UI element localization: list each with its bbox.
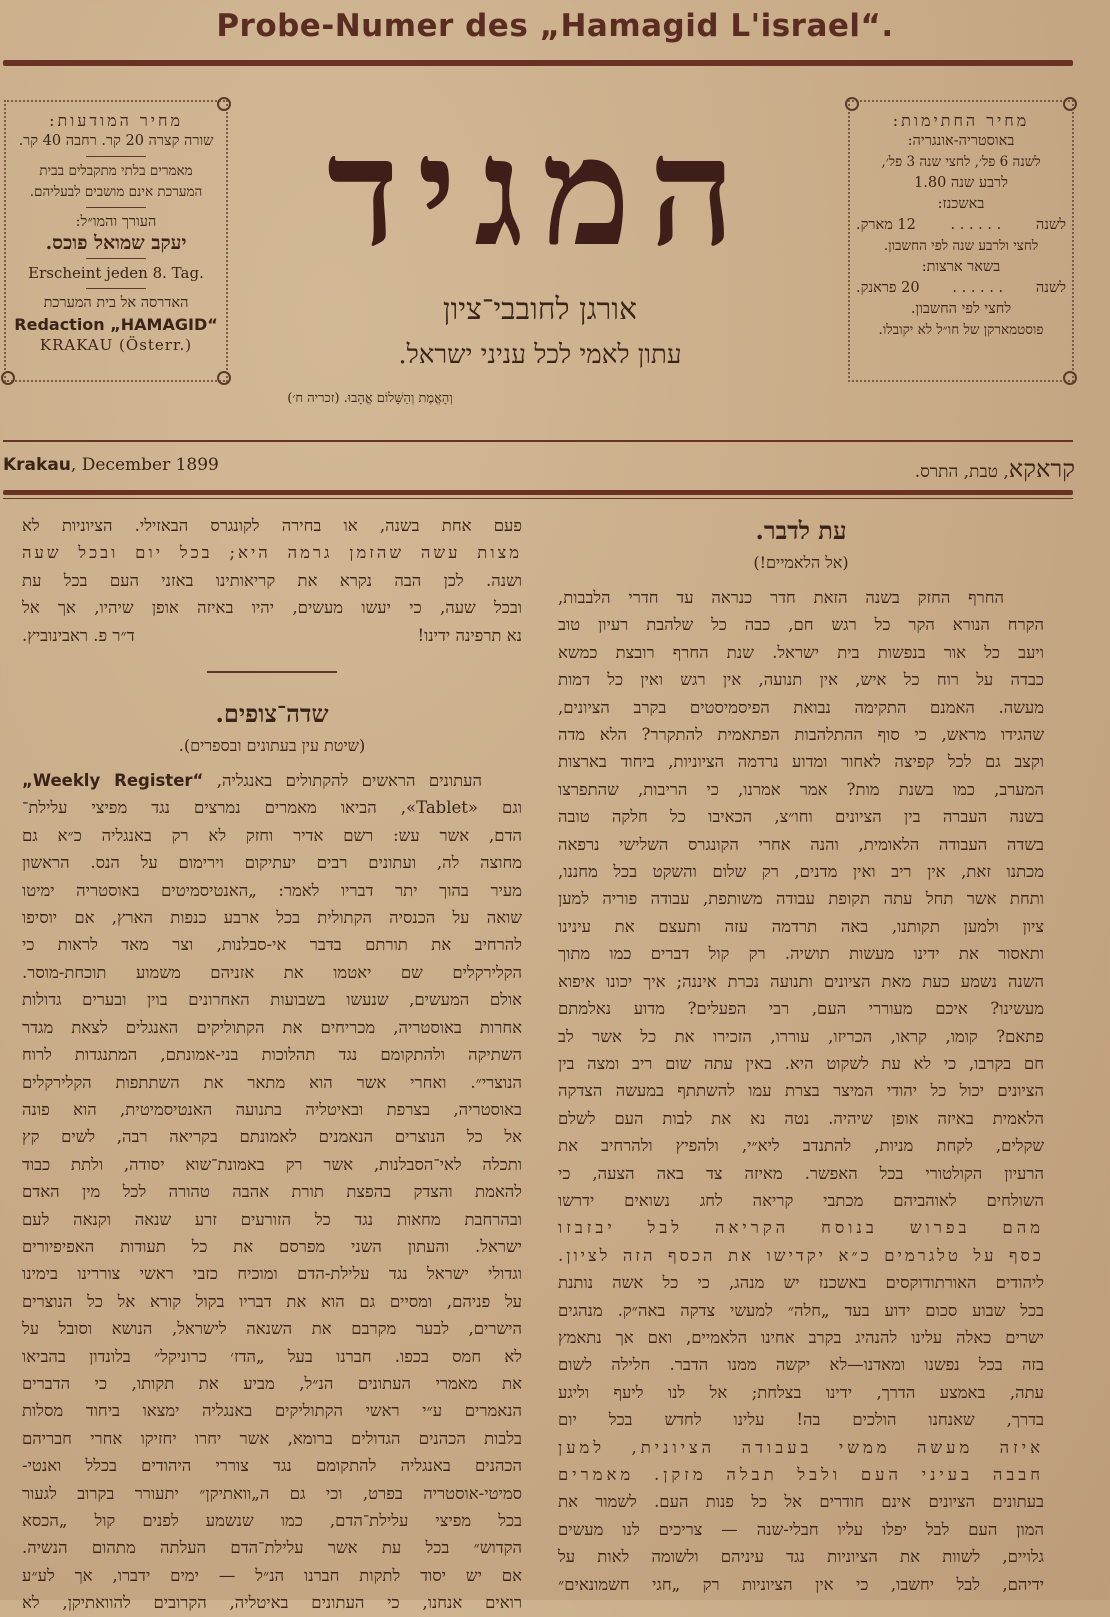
subscription-heading: מחיר החתימות: [892,111,1030,130]
editorial-line: מעשה. האמנם התקימה נבואת הפיסמיסטים בקרב הציונים, [558,697,1044,717]
author-signature: ד״ר פ. ראבינוביץ. [22,625,135,645]
editorial-line: החרף החזק בשנה הזאת חדר כנראה עד חדרי הלבבות, [558,588,1004,607]
press-line: הקדוש״ בכל עת אשר עלילת־הדם העלתה מתהום הנשיה. [22,1538,522,1558]
editorial-title: עת לדבר. [755,516,847,545]
press-line-hebrew: העתונים הראשים להקתולים באנגליה, [216,771,482,791]
closing-line: נא תרפינה ידינו! [417,625,522,645]
editorial-line: ידיהם, לבל יחשבו, כי אין הציוניות רק „חגי חשמונאים״ [558,1574,1044,1594]
press-line: מחוצה לה, ועתונים רבים יעתיקום וירימום על הנס. הראשון [22,853,522,873]
editorial-line: בכל שבוע סכום ידוע בעד „חלה״ למעשי צדקה באה״ק. מנהגים [558,1300,1044,1320]
press-line: אל כל הנוצרים הנאמנים לאמונתם בקריאה רבה, לשים קץ [22,1127,522,1147]
editorial-column [558,512,1044,1598]
corner-ornament-icon [845,97,859,111]
editorial-line: הציונים יכול כל יהודי המיצר בצרת עמו להשתתף במעשה הצדקה [558,1081,1044,1101]
corner-ornament-icon [1063,371,1077,385]
subscription-prices-box [848,100,1074,382]
press-line: להרחיב את תורתם בדבר אי-סבלנות, וצר מאד לראות כי [22,935,522,955]
editorial-line: הלאמית באיזה אופן שיהיה. נטה נא את לבות העם לשלם [558,1108,1044,1128]
dateline-hebrew [915,455,1075,484]
editorial-line: עתה, באמצע הדרך, ידינו בצלחת; אל לנו ליעף וליגע [558,1382,1044,1402]
section-subtitle: (שיטת עין בעתונים ובספרים). [178,736,366,756]
editorial-line: השולחים לאוהביהם מכתבי קריאה לחג נשואים ידרשו [558,1190,1044,1210]
editorial-line: מעשינו? איכם מעוררי העם, רבי הפעלים? מדוע נאלמתם [558,999,1044,1019]
postage-footnote: פוסטמארקן של חו״ל לא יקובלו. [878,322,1044,338]
germany-price-line-2: לחצי ולרבע שנה לפי החשבון. [883,238,1039,254]
editorial-line: ליהודים האורתודוקסים באשכנז יש מנהג, כי כל אשה נותנת [558,1273,1044,1293]
address-heading: האדרסה אל בית המערכת [43,295,189,311]
editorial-line: כבדה על רוח כל איש, אין תנועה, אין רגש ואין כל דמות [558,670,1044,690]
press-line: להאמת והצדק בהפצת תורת אהבה טהורה לכל מין האדם [22,1182,522,1202]
editorial-line: איזה מעשה ממשי בעבודה הציונית, למען [558,1437,1044,1457]
press-line: לא חמס בכפו. חברנו בעל „הדז׳ כרוניקל״ בלונדון בהביאו [22,1346,522,1366]
region-germany: באשכנז: [937,196,985,212]
region-other-countries: בשאר ארצות: [921,259,1001,275]
dateline-bottom-rule-2 [3,498,1073,499]
masthead-title: המגיד [326,104,754,280]
press-line: בלבות הכהנים הגדולים ברומא, אשר יחרו יחזיקו אחרי חבריהם [22,1428,522,1448]
editorial-line: בעתונים הציונים אינם חודרים אל כל פנות העם. לשמור את [558,1492,1044,1512]
editorial-line: כסף על טלגרמים כ״א יקדישו את הכסף הזה לציון. [558,1245,1044,1265]
corner-ornament-icon [217,371,231,385]
box-separator [86,156,146,157]
editorial-line: גלויים, לשוות את הציוניות נגד עיניהם ולשומה לאות על [558,1547,1044,1567]
press-line: אולם המעשים, שנעשו בשבועות האחרונים בוין ובערים גדולות [22,990,522,1010]
continuation-line: מצות עשה שהזמן גרמה היא; בכל יום ובכל שעה [22,543,522,563]
corner-ornament-icon [217,97,231,111]
dateline-top-rule [3,440,1073,442]
editor-name: יעקב שמואל פוכס. [45,232,187,254]
editorial-line: שהגידו מראש, כי סוף ההתלהבות הפתאמית להתקרר? הלא מדה [558,725,1044,745]
section-divider [207,671,337,673]
ads-price: שורה קצרה 20 קר. רחבה 40 קר. [18,133,214,149]
dateline-hebrew-city: קראקא [1008,455,1075,483]
editorial-line: בזה בכל נפשנו ומאדנו—לא יקשה ממנו הדבר. חלילה לשום [558,1355,1044,1375]
editorial-line: ישרים כאלה עלינו להנהיג בקרב אחינו הלאמיים, ואם אך נתאמץ [558,1327,1044,1347]
press-line: הכהנים באנגליה להתקומם נגד צוררי היהודים בכלל ואנטי- [22,1456,522,1476]
editorial-line: בדרך, שאנחנו הולכים בה! עלינו לחדש בכל יום [558,1410,1044,1430]
press-line: הנאמרים ע״י ראשי הקתוליקים באנגליה ימצאו ביחוד מסלות [22,1401,522,1421]
dateline-bottom-rule [3,490,1073,495]
press-line: וגם «Tablet», הביאו מאמרים נמרצים נגד מפיצי עלילת־ [22,798,522,818]
press-line: מעיר בהוך יתר דבריו לאמר: „האנטיסמיטים באוסטריה ימיטו [22,880,522,900]
publication-frequency: Erscheint jeden 8. Tag. [28,264,204,282]
masthead-motto: וְהָאֱמֶת וְהַשָּׁלוֹם אֱהָבוּ. (זכריה ח׳) [287,391,453,406]
editorial-line: הרעיון הקולטורי בכל האפשר. מאיזה צד באה הצעה, כי [558,1163,1044,1183]
other-price-value: 20 פראנק. [856,280,920,296]
manuscripts-notice-1: מאמרים בלתי מתקבלים בבית [39,163,193,179]
editorial-line: שקלים, לקחת מניות, להתנדב ליא״י, ולהפיץ ולהרחיב את [558,1136,1044,1156]
austria-price-line-2: לרבע שנה 1.80 [914,175,1008,191]
editor-heading: העורך והמו״ל: [75,214,157,230]
other-price-row [856,278,1066,299]
editorial-line: חם בקרבו, כי לא עת לשקוט היא. באין עתה שום ריב ומצה בין [558,1053,1044,1073]
austria-price-line-1: לשנה 6 פל׳, לחצי שנה 3 פל׳, [881,154,1041,170]
editorial-line: חבבה בעיני העם ולבל תבלה מזקן. מאמרים [558,1465,1044,1484]
weekly-register-name: „Weekly Register“ [22,771,204,791]
dateline-latin [3,455,219,475]
press-review-column [22,512,522,1617]
editorial-line: הקרח הנורא הקר כל רגש חם, כבה כל שלהבת רעיון טוב [558,615,1044,635]
ads-heading: מחיר המודעות: [49,111,183,130]
region-austria-hungary: באוסטריה-אונגריה: [907,133,1015,149]
press-line: על פניהם, ומסיים גם הוא את דבריו בקול קורא אל כל הנוצרים [22,1291,522,1311]
editorial-line: בשדה העבודה הלאומית, והנה אחרי הקונגרס השלישי נרפאה [558,834,1044,854]
germany-price-dots: . . . . . . [950,217,1002,233]
editorial-line: וקצב גם לכל קפיצה לאחור ומדוע נרדמה הציוניות, ביחוד בארצות [558,752,1044,772]
editorial-line: בשנה העברה בין הציונים וחו״צ, הכאיבו כל חלקה טובה [558,807,1044,827]
press-line: השתיקה ולהתקומם נגד תהלוכות בני-אמונתם, המתנגדות לרוח [22,1045,522,1065]
editorial-line: ציון ולמען תקותנו, באה תרדמה עזה ותעצם את עינינו [558,916,1044,936]
press-line: הישרים, לבער מקרבם את השנאה לישראל, הנושא וסובל על [22,1319,522,1339]
box-separator [86,207,146,208]
press-line: ישראל. והעתון השני מפרסם את כל תעודות האפיפיורים [22,1236,522,1256]
corner-ornament-icon [1063,97,1077,111]
box-separator [86,258,146,259]
editorial-line: המערב, כמו בשנת מות? אמר אמרנו, כי הריבות, שהתפרצו [558,779,1044,799]
press-line: את מאמרי העתונים הנ״ל, מביע את תקותו, כי הדברים [22,1373,522,1393]
continuation-line: ובכל שעה, כי יעשו מעשים, יהיו באיזה אופן שיהיו, אך אל [22,598,522,618]
editorial-line: פתאם? קומו, קראו, הכריזו, עוררו, הזכירו את כל אשר לב [558,1026,1044,1046]
banner-rule [3,60,1073,66]
masthead-subtitle-organ: אורגן לחובבי־ציון [442,292,638,327]
box-separator [86,288,146,289]
press-line: הנוצרי״. ואחרי אשר הוא מתאר את השתתפות הקלירקלים [22,1072,522,1092]
dateline-latin-date: , December 1899 [70,455,219,475]
editorial-line: ותחת אשר תחל עתה תקופת עבודה משותפת, עבודה פוריה למען [558,889,1044,909]
editorial-line: ותאסור את ידינו מעשות תושיה. רק קול דברים כמו מתוך [558,944,1044,964]
corner-ornament-icon [1,371,15,385]
editorial-line: ויעב כל אור בנפשות בית ישראל. שנת החרף רובצת כמשא [558,642,1044,662]
redaction-address: Redaction „HAMAGID“ [14,315,218,334]
ads-editor-box [4,100,228,382]
probe-banner-title: Probe-Numer des „Hamagid L'israel“. [216,8,894,44]
continuation-line: ושנה. לכן הבה נקרא את קריאותינו באזני העם בכל עת [22,570,522,590]
editorial-line: מכתנו זאת, אין ריב ואין מדנים, רק שלום והשקט בכל מחננו, [558,862,1044,882]
masthead-subtitle-newspaper: עתון לאמי לכל עניני ישראל. [398,340,682,370]
press-line [22,767,522,794]
editorial-line: השנה נשמע כעת מאת הציונים ותנועה נכרת איננה; איך יכונו איפוא [558,971,1044,991]
other-price-dots: . . . . . . [952,280,1004,296]
dateline-hebrew-date: , טבת, התרס. [914,462,1009,482]
press-line: ותכלה לאי־הסבלנות, אשר רק באמונת־שוא יסודה, ולתת כבוד [22,1154,522,1174]
press-line: רואים אנחנו, כי העתונים באיטליה, הקרובים להוואתיקן, לא [22,1593,522,1613]
dateline-latin-city: Krakau [3,455,71,475]
continuation-line: פעם אחת בשנה, או בחירה לקונגרס הבאזילי. הציוניות לא [22,516,522,535]
section-title: שדה־צופים. [215,699,329,729]
press-line: סמיטי-אוסטריה בפרט, וכי גם ה„וואתיקן״ יתעורר בקרוב לגעור [22,1483,522,1503]
press-line: הדם, אשר עש: רשם אדיר וחזק לא רק באנגליה כ״א גם [22,825,522,845]
press-line: אחרות באוסטריה, מכריחים את הקתוליקים האנגלים לצאת מגדר [22,1017,522,1037]
press-line: אם יש יסוד לתקות חברנו הנ״ל — ימים ידברו, אך לע״ע [22,1565,522,1585]
germany-price-label: לשנה [1035,217,1066,233]
germany-price-row [856,215,1066,236]
press-line: באוסטריה, בצרפת ובאיטליה בתנועה האנטיסמיטית, הוא פונה [22,1099,522,1119]
editorial-line: מהם בפרוש בנוסח הקריאה לבל יבזבזו [558,1218,1044,1238]
press-line: הקלירקלים שם יאטמו את אזניהם משמוע תוכחת-מוסר. [22,962,522,982]
other-price-line-2: לחצי לפי החשבון. [910,301,1012,317]
press-line: וגדולי ישראל נגד עלילת-הדם ומוכיח כזבי ראשי צוררינו בימינו [22,1264,522,1284]
press-line: שואה על הכנסיה הקתולית בכל ארבע כנפות הארץ, אם יוסיפו [22,908,522,928]
editorial-line: המון העם לבל יפלו עליו חבלי-שנה — צריכים לנו מעשים [558,1519,1044,1539]
redaction-city: KRAKAU (Österr.) [39,336,193,354]
press-line: ובהרחבת מחאות נגד כל הזורעים זרע שנאה וקנאה לעם [22,1209,522,1229]
germany-price-value: 12 מארק. [856,217,916,233]
press-line: בכל מפיצי עלילת־הדם, כמו שנשמע לפנים קול „הכסא [22,1511,522,1530]
editorial-subtitle: (אל הלאמיים!) [753,553,849,572]
other-price-label: לשנה [1035,280,1066,296]
manuscripts-notice-2: המערכת אינם מושבים לבעליהם. [29,184,203,200]
closing-row [22,622,522,649]
